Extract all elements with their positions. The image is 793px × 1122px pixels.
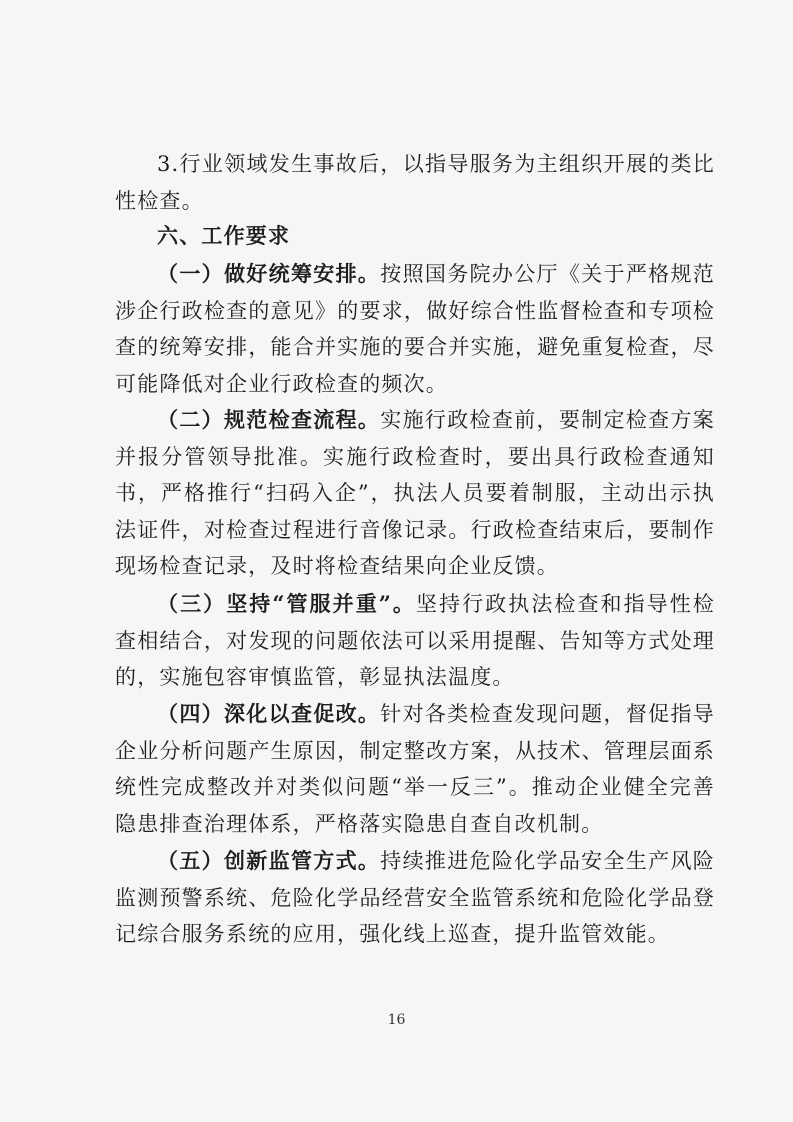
item-3-paragraph <box>115 146 715 219</box>
requirement-5-body: 持续推进危险化学品安全生产风险监测预警系统、危险化学品经营安全监管系统和危险化学品登记综合服务系统的应用，强化线上巡查，提升监管效能。 <box>115 849 715 947</box>
requirement-5-paragraph <box>115 843 715 953</box>
requirement-2-body: 实施行政检查前，要制定检查方案并报分管领导批准。实施行政检查时，要出具行政检查通知书，严格推行“扫码入企”，执法人员要着制服，主动出示执法证件，对检查过程进行音像记录。行政检查结束后，要制作现场检查记录，及时将检查结果向企业反馈。 <box>115 408 715 579</box>
requirement-4-title: （四）深化以查促改。 <box>157 701 381 726</box>
requirement-2-title: （二）规范检查流程。 <box>157 407 381 432</box>
section-6-heading: 六、工作要求 <box>157 223 291 248</box>
requirement-2-paragraph <box>115 402 715 585</box>
item-3-text: 3.行业领域发生事故后，以指导服务为主组织开展的类比性检查。 <box>115 152 715 213</box>
requirement-1-body: 按照国务院办公厅《关于严格规范涉企行政检查的意见》的要求，做好综合性监督检查和专项检查的统筹安排，能合并实施的要合并实施，避免重复检查，尽可能降低对企业行政检查的频次。 <box>115 262 715 396</box>
requirement-3-title: （三）坚持“管服并重”。 <box>157 591 416 616</box>
requirement-5-title: （五）创新监管方式。 <box>157 848 381 873</box>
page-number: 16 <box>387 1012 406 1028</box>
requirement-4-paragraph <box>115 696 715 842</box>
requirement-4-body: 针对各类检查发现问题，督促指导企业分析问题产生原因，制定整改方案，从技术、管理层面系统性完成整改并对类似问题“举一反三”。推动企业健全完善隐患排查治理体系，严格落实隐患自查自改机制。 <box>115 702 715 836</box>
requirement-1-title: （一）做好统筹安排。 <box>157 261 381 286</box>
requirement-1-paragraph <box>115 256 715 402</box>
requirement-3-body: 坚持行政执法检查和指导性检查相结合，对发现的问题依法可以采用提醒、告知等方式处理的，实施包容审慎监管，彰显执法温度。 <box>115 592 715 690</box>
requirement-3-paragraph <box>115 586 715 696</box>
